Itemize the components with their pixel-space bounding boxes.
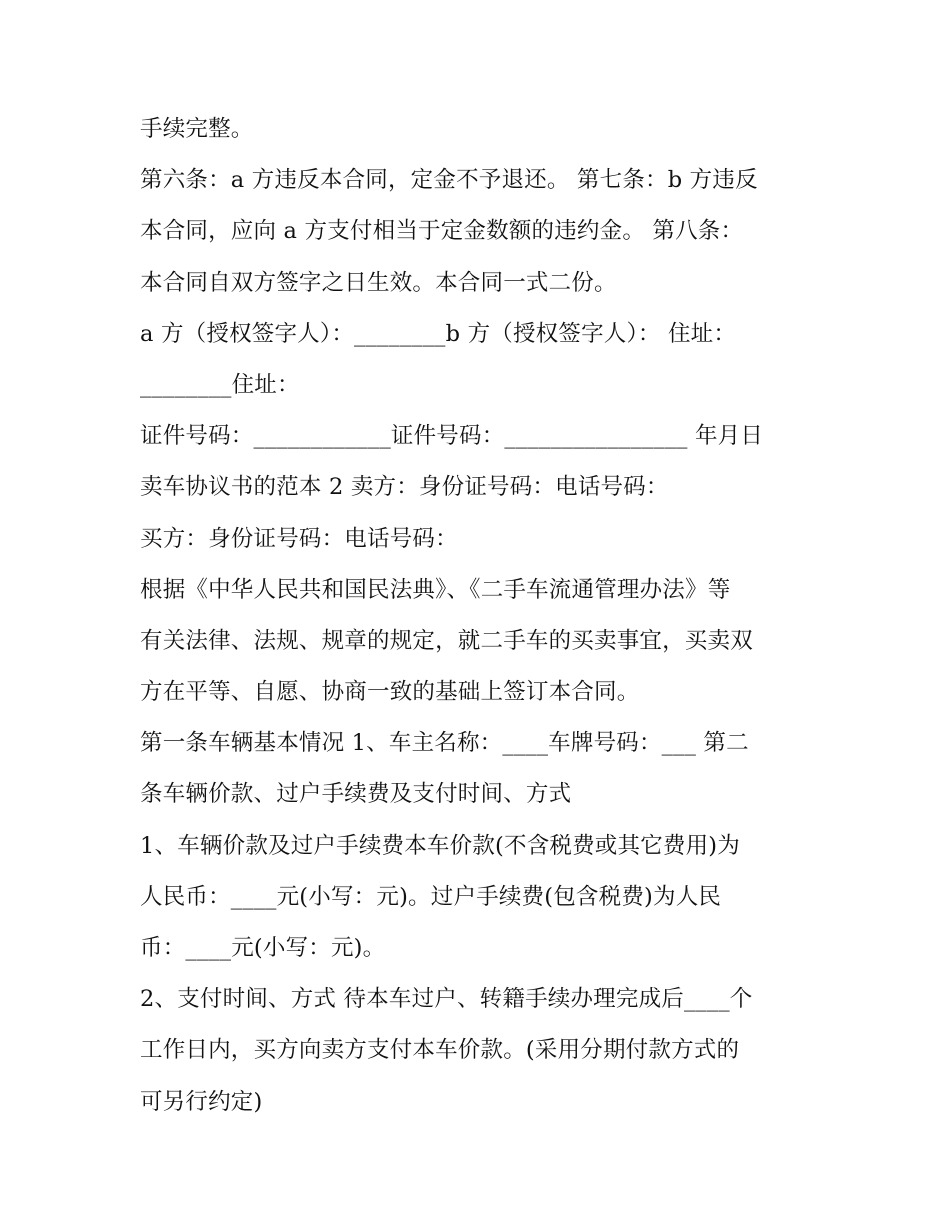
text-line: ________住址： <box>140 371 300 398</box>
text-line: 可另行约定) <box>140 1088 263 1115</box>
text-line: 2、支付时间、方式 待本车过户、转籍手续办理完成后____个 <box>140 986 753 1013</box>
text-line: 第六条：a 方违反本合同，定金不予退还。 第七条：b 方违反 <box>140 167 758 194</box>
text-line: 手续完整。 <box>140 116 254 142</box>
text-line: a 方（授权签字人）：________b 方（授权签字人）： 住址： <box>140 320 737 347</box>
text-line: 证件号码：____________证件号码：________________ 年月日 <box>140 423 764 450</box>
text-line: 条车辆价款、过户手续费及支付时间、方式 <box>140 781 572 808</box>
document-body <box>140 104 820 1128</box>
text-line: 卖车协议书的范本 2 卖方：身份证号码：电话号码： <box>140 474 669 501</box>
text-line: 买方：身份证号码：电话号码： <box>140 525 458 552</box>
text-line: 本合同自双方签字之日生效。本合同一式二份。 <box>140 269 617 296</box>
text-line: 第一条车辆基本情况 1、车主名称：____车牌号码：___ 第二 <box>140 730 749 757</box>
text-line: 币：____元(小写：元)。 <box>140 935 386 961</box>
text-line: 1、车辆价款及过户手续费本车价款(不含税费或其它费用)为 <box>140 832 740 859</box>
text-line: 有关法律、法规、规章的规定，就二手车的买卖事宜，买卖双 <box>140 627 753 654</box>
text-line: 方在平等、自愿、协商一致的基础上签订本合同。 <box>140 679 640 706</box>
text-line: 根据《中华人民共和国民法典》、《二手车流通管理办法》等 <box>140 576 731 603</box>
text-line: 本合同，应向 a 方支付相当于定金数额的违约金。 第八条： <box>140 218 744 245</box>
text-line: 工作日内，买方向卖方支付本车价款。(采用分期付款方式的 <box>140 1037 740 1064</box>
text-line: 人民币：____元(小写：元)。过户手续费(包含税费)为人民 <box>140 883 722 910</box>
